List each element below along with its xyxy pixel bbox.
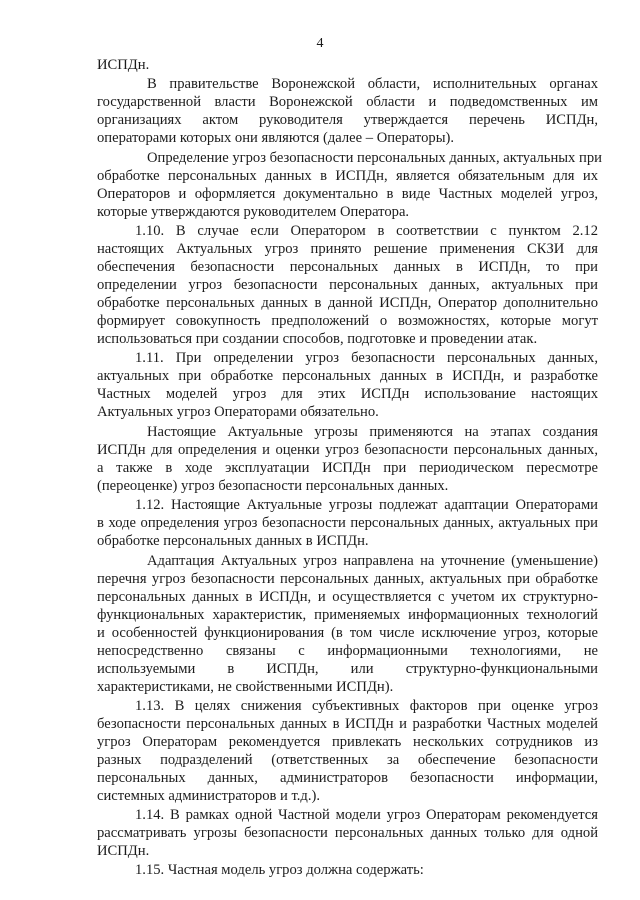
text-line: системных администраторов и т.д.). bbox=[97, 788, 320, 804]
text-line: используемыми в ИСПДн, или структурно-функциональными bbox=[97, 661, 598, 677]
text-line: обработке персональных данных в данной ИСПДн, Оператор дополнительно bbox=[97, 295, 598, 311]
text-line: непосредственно связаны с информационными технологиями, не bbox=[97, 643, 598, 659]
text-line: перечня угроз безопасности персональных данных, актуальных при обработке bbox=[97, 571, 598, 587]
text-line: Операторов и оформляется документально в виде Частных моделей угроз, bbox=[97, 186, 598, 202]
text-line: в ходе определения угроз безопасности персональных данных, актуальных при bbox=[97, 515, 598, 531]
text-line: 1.10. В случае если Оператором в соответствии с пунктом 2.12 bbox=[135, 223, 598, 239]
text-line: рассматривать угрозы безопасности персональных данных только для одной bbox=[97, 825, 598, 841]
text-line: функциональных характеристик, применяемых информационных технологий bbox=[97, 607, 598, 623]
text-line: обработке персональных данных в ИСПДн. bbox=[97, 533, 369, 549]
text-line: обеспечения безопасности персональных данных в ИСПДн, то при bbox=[97, 259, 598, 275]
text-line: а также в ходе эксплуатации ИСПДн при периодическом пересмотре bbox=[97, 460, 598, 476]
text-line: ИСПДн для определения и оценки угроз безопасности персональных данных, bbox=[97, 442, 598, 458]
text-line: характеристиками, не свойственными ИСПДн). bbox=[97, 679, 394, 695]
text-line: использоваться при создании способов, подготовке и проведении атак. bbox=[97, 331, 538, 347]
text-line: угроз Операторам рекомендуется привлекать нескольких сотрудников из bbox=[97, 734, 598, 750]
page-number: 4 bbox=[316, 36, 324, 51]
text-line: Настоящие Актуальные угрозы применяются на этапах создания bbox=[147, 424, 598, 440]
text-line: 1.14. В рамках одной Частной модели угроз Операторам рекомендуется bbox=[135, 807, 598, 823]
text-line: 1.12. Настоящие Актуальные угрозы подлежат адаптации Операторами bbox=[135, 497, 598, 513]
text-line: безопасности персональных данных в ИСПДн и разработки Частных моделей bbox=[97, 716, 598, 732]
text-line: Частных моделей угроз для этих ИСПДн использование настоящих bbox=[97, 386, 598, 402]
text-line: актуальных при обработке персональных данных в ИСПДн, и разработке bbox=[97, 368, 598, 384]
text-line: организациях актом руководителя утверждается перечень ИСПДн, bbox=[97, 112, 598, 128]
text-line: ИСПДн. bbox=[97, 57, 150, 73]
text-line: настоящих Актуальных угроз принято решение применения СКЗИ для bbox=[97, 241, 598, 257]
text-line: В правительстве Воронежской области, исполнительных органах bbox=[147, 76, 598, 92]
text-line: персональных данных, администраторов безопасности информации, bbox=[97, 770, 598, 786]
text-line: и особенностей функционирования (в том числе исключение угроз, которые bbox=[97, 625, 598, 641]
text-line: разных подразделений (ответственных за обеспечение безопасности bbox=[97, 752, 598, 768]
text-line: определении угроз безопасности персональных данных, актуальных при bbox=[97, 277, 598, 293]
text-line: которые утверждаются руководителем Оператора. bbox=[97, 204, 410, 220]
text-line: Актуальных угроз Операторами обязательно. bbox=[97, 404, 379, 420]
text-line: формирует совокупность предположений о возможностях, которые могут bbox=[97, 313, 598, 329]
text-line: Определение угроз безопасности персональных данных, актуальных при bbox=[147, 150, 602, 166]
text-line: государственной власти Воронежской области и подведомственных им bbox=[97, 94, 598, 110]
text-line: обработке персональных данных в ИСПДн, является обязательным для их bbox=[97, 168, 598, 184]
text-line: 1.11. При определении угроз безопасности персональных данных, bbox=[135, 350, 598, 366]
text-line: (переоценке) угроз безопасности персональных данных. bbox=[97, 478, 449, 494]
text-line: персональных данных в ИСПДн, и осуществляется с учетом их структурно- bbox=[97, 589, 598, 605]
text-line: 1.15. Частная модель угроз должна содержать: bbox=[135, 862, 424, 878]
text-line: операторами которых они являются (далее – Операторы). bbox=[97, 130, 455, 146]
text-line: ИСПДн. bbox=[97, 843, 150, 859]
text-line: 1.13. В целях снижения субъективных факторов при оценке угроз bbox=[135, 698, 598, 714]
text-line: Адаптация Актуальных угроз направлена на уточнение (уменьшение) bbox=[147, 553, 598, 569]
